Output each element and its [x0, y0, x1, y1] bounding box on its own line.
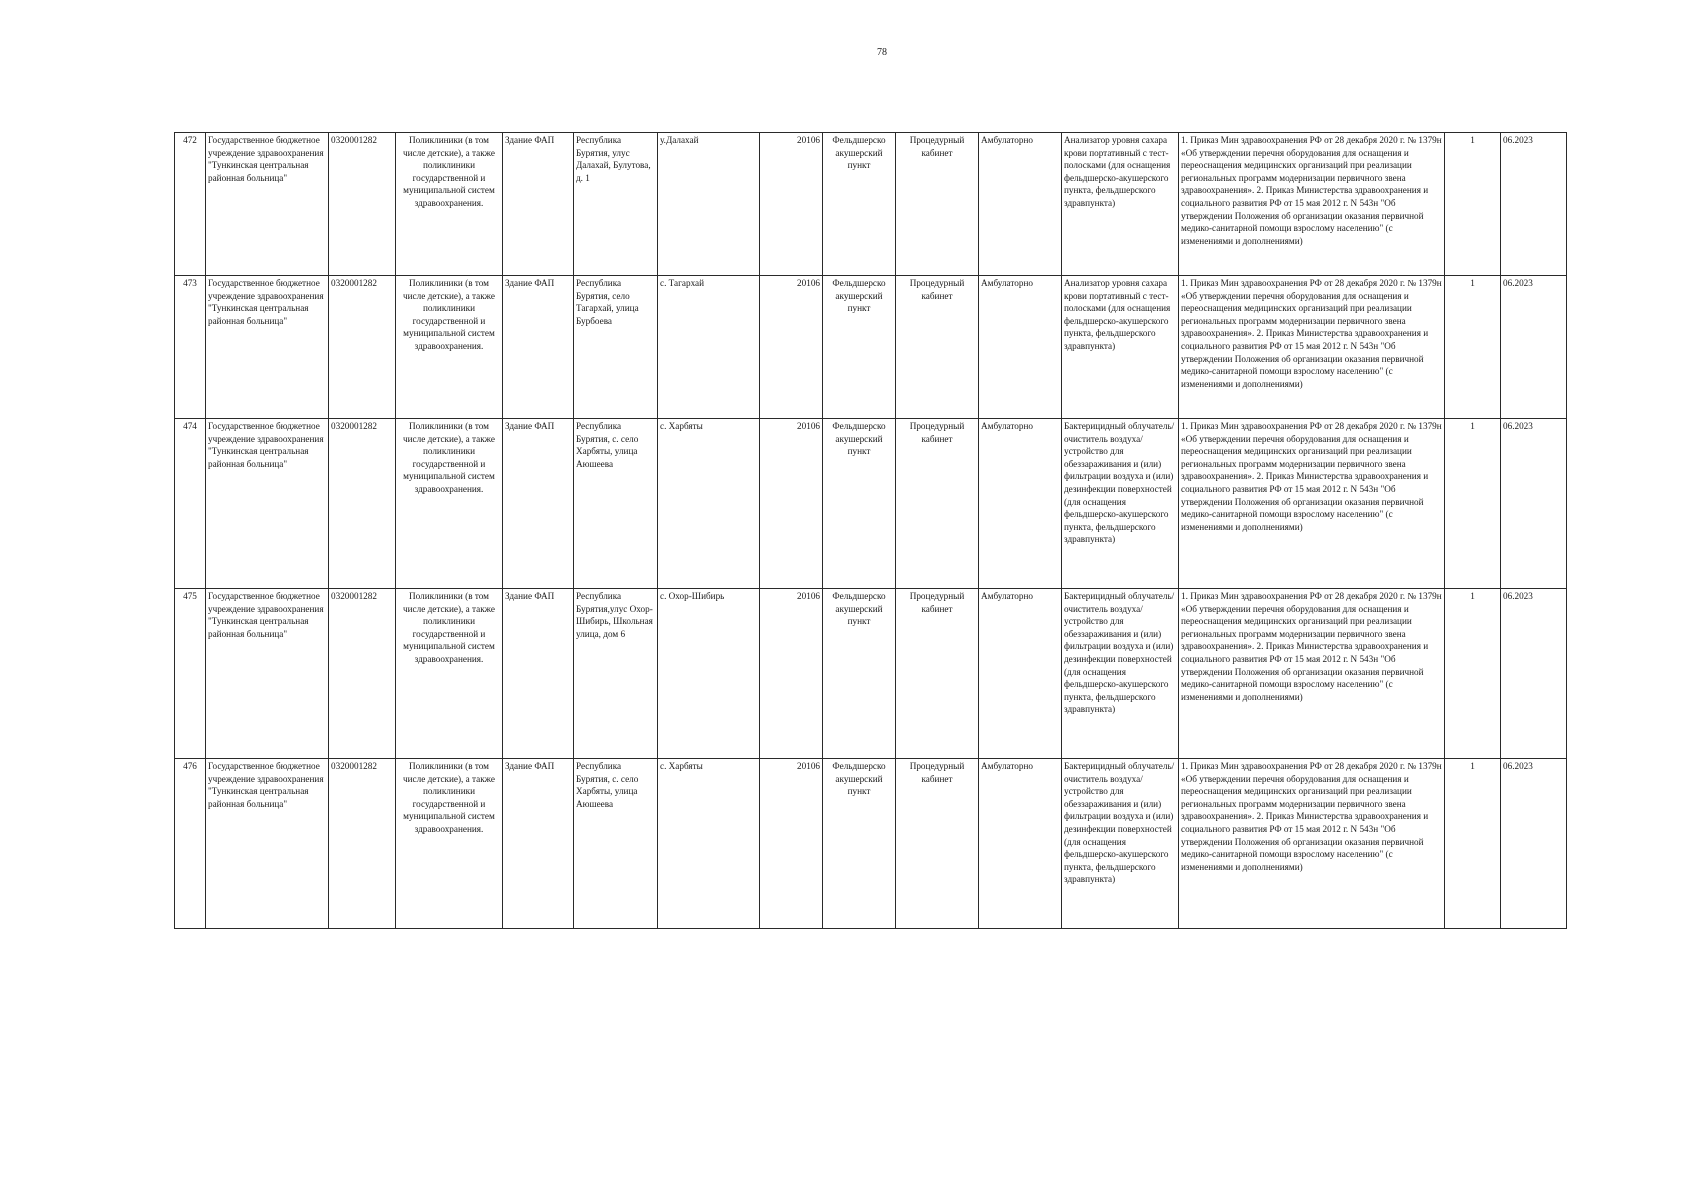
room-name: Процедурный кабинет [896, 589, 979, 759]
locality: с. Охор-Шибирь [658, 589, 760, 759]
room-name: Процедурный кабинет [896, 759, 979, 929]
care-mode: Амбулаторно [979, 589, 1062, 759]
delivery-date: 06.2023 [1501, 133, 1567, 276]
quantity: 1 [1445, 276, 1501, 419]
table-row [175, 133, 1567, 276]
building: Здание ФАП [503, 589, 574, 759]
row-number: 472 [175, 133, 206, 276]
equipment-name: Анализатор уровня сахара крови портативный с тест-полосками (для оснащения фельдшерско-акушерского пункта, фельдшерского здравпункта) [1062, 133, 1179, 276]
legal-basis: 1. Приказ Мин здравоохранения РФ от 28 декабря 2020 г. № 1379н «Об утверждении перечня оборудования для оснащения и переоснащения медицинских организаций при реализации региональных программ модернизации первичного звена здравоохранения». 2. Приказ Министерства здравоохранения и социального развития РФ от 15 мая 2012 г. N 543н "Об утверждении Положения об организации оказания первичной медико-санитарной помощи взрослому населению" (с изменениями и дополнениями) [1179, 759, 1445, 929]
address: Республика Бурятия, село Тагархай, улица Бурбоева [574, 276, 658, 419]
equipment-register-table [174, 132, 1567, 929]
organization-code: 0320001282 [329, 133, 396, 276]
delivery-date: 06.2023 [1501, 276, 1567, 419]
equipment-name: Бактерицидный облучатель/очиститель воздуха/устройство для обеззараживания и (или) фильтрации воздуха и (или) дезинфекции поверхностей (для оснащения фельдшерско-акушерского пункта, фельдшерского здравпункта) [1062, 589, 1179, 759]
room-name: Процедурный кабинет [896, 276, 979, 419]
organization-name: Государственное бюджетное учреждение здравоохранения "Тункинская центральная районная больница" [206, 419, 329, 589]
row-number: 474 [175, 419, 206, 589]
row-number: 473 [175, 276, 206, 419]
unit-name: Фельдшерско акушерский пункт [823, 419, 896, 589]
delivery-date: 06.2023 [1501, 589, 1567, 759]
unit-code: 20106 [760, 133, 823, 276]
equipment-name: Анализатор уровня сахара крови портативный с тест-полосками (для оснащения фельдшерско-акушерского пункта, фельдшерского здравпункта) [1062, 276, 1179, 419]
organization-code: 0320001282 [329, 589, 396, 759]
address: Республика Бурятия, с. село Харбяты, улица Аюшеева [574, 419, 658, 589]
table-row [175, 759, 1567, 929]
legal-basis: 1. Приказ Мин здравоохранения РФ от 28 декабря 2020 г. № 1379н «Об утверждении перечня оборудования для оснащения и переоснащения медицинских организаций при реализации региональных программ модернизации первичного звена здравоохранения». 2. Приказ Министерства здравоохранения и социального развития РФ от 15 мая 2012 г. N 543н "Об утверждении Положения об организации оказания первичной медико-санитарной помощи взрослому населению" (с изменениями и дополнениями) [1179, 133, 1445, 276]
row-number: 475 [175, 589, 206, 759]
organization-code: 0320001282 [329, 276, 396, 419]
locality: с. Харбяты [658, 759, 760, 929]
legal-basis: 1. Приказ Мин здравоохранения РФ от 28 декабря 2020 г. № 1379н «Об утверждении перечня оборудования для оснащения и переоснащения медицинских организаций при реализации региональных программ модернизации первичного звена здравоохранения». 2. Приказ Министерства здравоохранения и социального развития РФ от 15 мая 2012 г. N 543н "Об утверждении Положения об организации оказания первичной медико-санитарной помощи взрослому населению" (с изменениями и дополнениями) [1179, 419, 1445, 589]
quantity: 1 [1445, 589, 1501, 759]
building: Здание ФАП [503, 133, 574, 276]
organization-name: Государственное бюджетное учреждение здравоохранения "Тункинская центральная районная больница" [206, 133, 329, 276]
room-name: Процедурный кабинет [896, 419, 979, 589]
address: Республика Бурятия,улус Охор-Шибирь, Школьная улица, дом 6 [574, 589, 658, 759]
building: Здание ФАП [503, 759, 574, 929]
care-mode: Амбулаторно [979, 759, 1062, 929]
legal-basis: 1. Приказ Мин здравоохранения РФ от 28 декабря 2020 г. № 1379н «Об утверждении перечня оборудования для оснащения и переоснащения медицинских организаций при реализации региональных программ модернизации первичного звена здравоохранения». 2. Приказ Министерства здравоохранения и социального развития РФ от 15 мая 2012 г. N 543н "Об утверждении Положения об организации оказания первичной медико-санитарной помощи взрослому населению" (с изменениями и дополнениями) [1179, 589, 1445, 759]
table-row [175, 419, 1567, 589]
equipment-name: Бактерицидный облучатель/очиститель воздуха/устройство для обеззараживания и (или) фильтрации воздуха и (или) дезинфекции поверхностей (для оснащения фельдшерско-акушерского пункта, фельдшерского здравпункта) [1062, 759, 1179, 929]
facility-type: Поликлиники (в том числе детские), а также поликлиники государственной и муниципальной систем здравоохранения. [396, 589, 503, 759]
facility-type: Поликлиники (в том числе детские), а также поликлиники государственной и муниципальной систем здравоохранения. [396, 759, 503, 929]
delivery-date: 06.2023 [1501, 759, 1567, 929]
facility-type: Поликлиники (в том числе детские), а также поликлиники государственной и муниципальной систем здравоохранения. [396, 419, 503, 589]
page-number: 78 [877, 47, 887, 58]
address: Республика Бурятия, с. село Харбяты, улица Аюшеева [574, 759, 658, 929]
unit-name: Фельдшерско акушерский пункт [823, 276, 896, 419]
organization-name: Государственное бюджетное учреждение здравоохранения "Тункинская центральная районная больница" [206, 589, 329, 759]
facility-type: Поликлиники (в том числе детские), а также поликлиники государственной и муниципальной систем здравоохранения. [396, 276, 503, 419]
facility-type: Поликлиники (в том числе детские), а также поликлиники государственной и муниципальной систем здравоохранения. [396, 133, 503, 276]
unit-code: 20106 [760, 759, 823, 929]
building: Здание ФАП [503, 419, 574, 589]
building: Здание ФАП [503, 276, 574, 419]
care-mode: Амбулаторно [979, 133, 1062, 276]
organization-code: 0320001282 [329, 759, 396, 929]
unit-name: Фельдшерско акушерский пункт [823, 133, 896, 276]
locality: у.Далахай [658, 133, 760, 276]
unit-name: Фельдшерско акушерский пункт [823, 759, 896, 929]
equipment-name: Бактерицидный облучатель/очиститель воздуха/устройство для обеззараживания и (или) фильтрации воздуха и (или) дезинфекции поверхностей (для оснащения фельдшерско-акушерского пункта, фельдшерского здравпункта) [1062, 419, 1179, 589]
delivery-date: 06.2023 [1501, 419, 1567, 589]
room-name: Процедурный кабинет [896, 133, 979, 276]
row-number: 476 [175, 759, 206, 929]
unit-code: 20106 [760, 276, 823, 419]
locality: с. Харбяты [658, 419, 760, 589]
table-row [175, 589, 1567, 759]
quantity: 1 [1445, 419, 1501, 589]
organization-name: Государственное бюджетное учреждение здравоохранения "Тункинская центральная районная больница" [206, 276, 329, 419]
quantity: 1 [1445, 759, 1501, 929]
organization-name: Государственное бюджетное учреждение здравоохранения "Тункинская центральная районная больница" [206, 759, 329, 929]
address: Республика Бурятия, улус Далахай, Булутова, д. 1 [574, 133, 658, 276]
organization-code: 0320001282 [329, 419, 396, 589]
unit-code: 20106 [760, 419, 823, 589]
care-mode: Амбулаторно [979, 276, 1062, 419]
care-mode: Амбулаторно [979, 419, 1062, 589]
table-row [175, 276, 1567, 419]
locality: с. Тагархай [658, 276, 760, 419]
legal-basis: 1. Приказ Мин здравоохранения РФ от 28 декабря 2020 г. № 1379н «Об утверждении перечня оборудования для оснащения и переоснащения медицинских организаций при реализации региональных программ модернизации первичного звена здравоохранения». 2. Приказ Министерства здравоохранения и социального развития РФ от 15 мая 2012 г. N 543н "Об утверждении Положения об организации оказания первичной медико-санитарной помощи взрослому населению" (с изменениями и дополнениями) [1179, 276, 1445, 419]
unit-name: Фельдшерско акушерский пункт [823, 589, 896, 759]
quantity: 1 [1445, 133, 1501, 276]
unit-code: 20106 [760, 589, 823, 759]
